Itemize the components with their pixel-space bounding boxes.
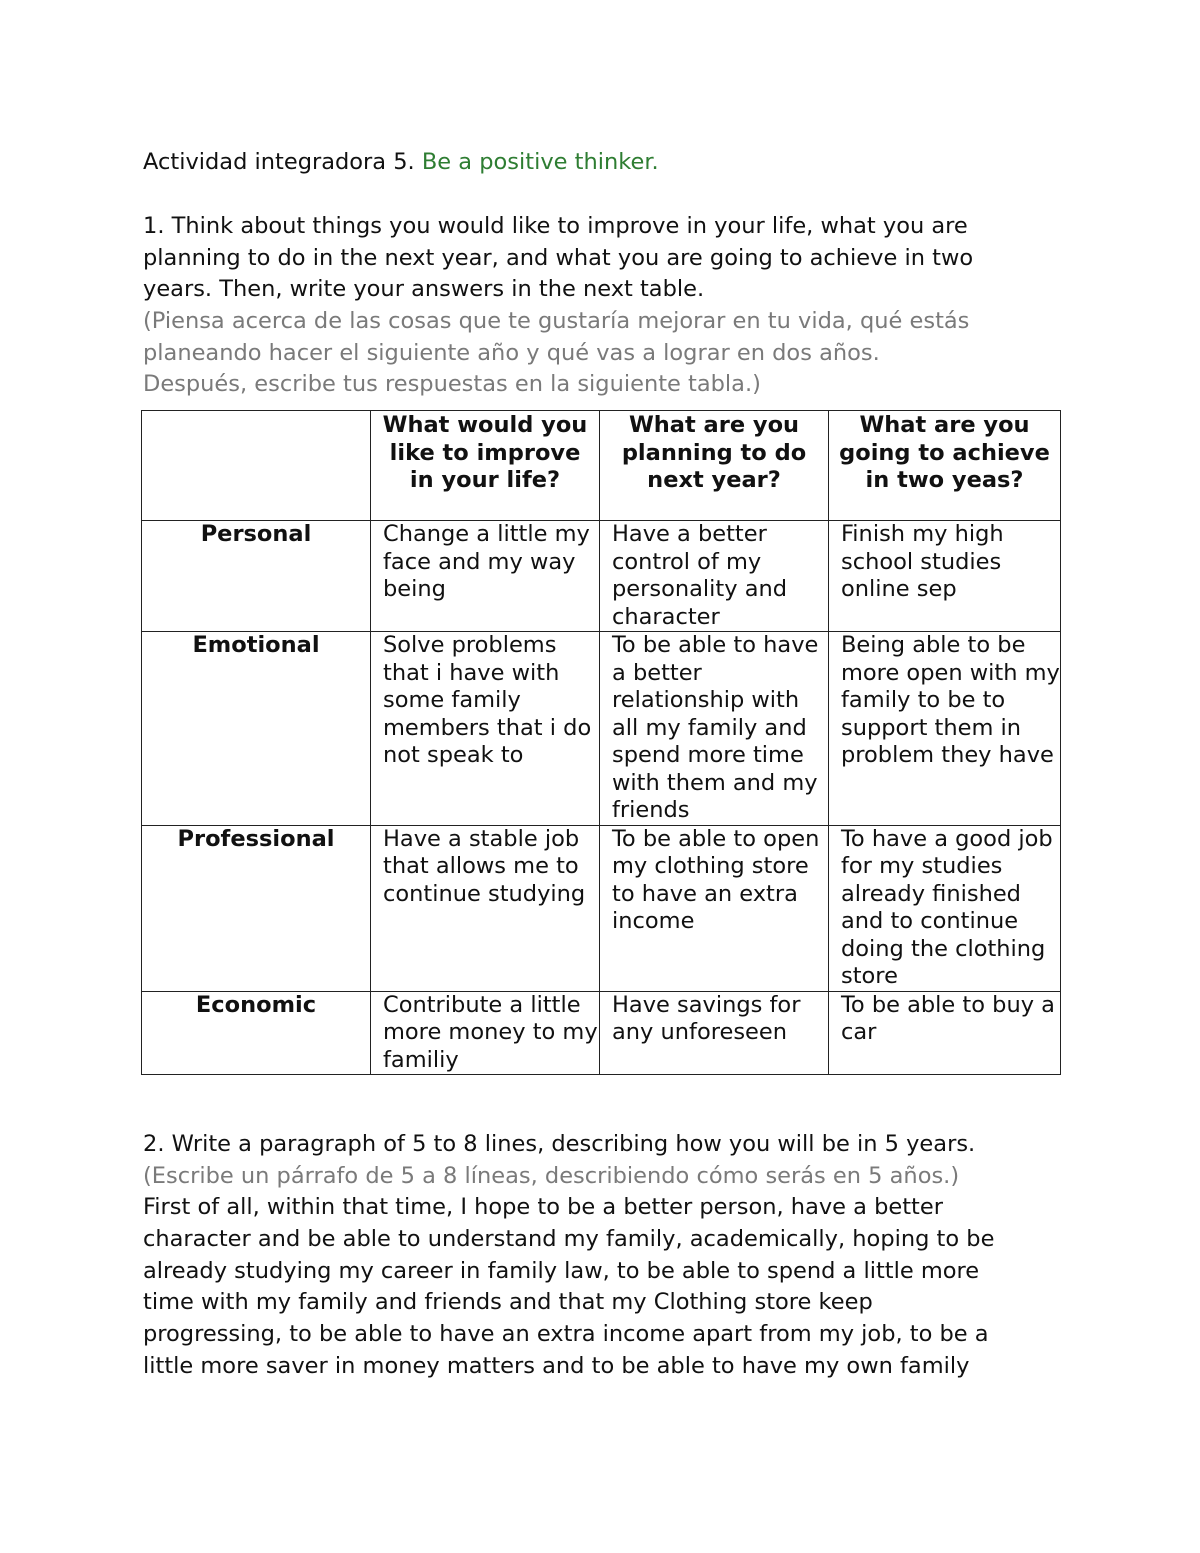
table-cell: To be able to buy a car [829,991,1061,1075]
table-cell: Solve problems that i have with some family members that i do not speak to [371,632,600,826]
table-row [142,632,1061,826]
activity-title [143,147,659,178]
goals-table [141,410,1061,1075]
column-header-empty [142,411,371,521]
title-highlight: Be a positive thinker. [421,149,659,175]
column-header-improve: What would you like to improve in your life? [371,411,600,521]
row-label-personal: Personal [142,521,371,632]
question2-translation: (Escribe un párrafo de 5 a 8 líneas, describiendo cómo serás en 5 años.) [143,1163,960,1189]
title-prefix: Actividad integradora 5. [143,149,415,175]
question1-line: planning to do in the next year, and what you are going to achieve in two [143,245,974,271]
table-cell: Being able to be more open with my family to be to support them in problem they have [829,632,1061,826]
table-cell: To be able to have a better relationship with all my family and spend more time with them and my friends [600,632,829,826]
column-header-next-year: What are you planning to do next year? [600,411,829,521]
question1-translation-line: planeando hacer el siguiente año y qué vas a lograr en dos años. [143,340,880,366]
table-cell: Have a better control of my personality and character [600,521,829,632]
row-label-economic: Economic [142,991,371,1075]
answer-line: progressing, to be able to have an extra income apart from my job, to be a [143,1321,989,1347]
column-header-two-years: What are you going to achieve in two yeas? [829,411,1061,521]
answer-line: little more saver in money matters and to be able to have my own family [143,1353,970,1379]
table-cell: Have savings for any unforeseen [600,991,829,1075]
question1-line: 1. Think about things you would like to improve in your life, what you are [143,213,968,239]
table-cell: To be able to open my clothing store to have an extra income [600,825,829,991]
table-cell: Change a little my face and my way being [371,521,600,632]
table-row [142,521,1061,632]
question1-translation-line: Después, escribe tus respuestas en la siguiente tabla.) [143,371,761,397]
answer-line: First of all, within that time, I hope to be a better person, have a better [143,1194,943,1220]
row-label-professional: Professional [142,825,371,991]
table-cell: Have a stable job that allows me to continue studying [371,825,600,991]
answer-line: time with my family and friends and that my Clothing store keep [143,1289,873,1315]
table-row [142,991,1061,1075]
table-cell: To have a good job for my studies already finished and to continue doing the clothing store [829,825,1061,991]
table-header-row [142,411,1061,521]
answer-line: already studying my career in family law, to be able to spend a little more [143,1258,980,1284]
table-cell: Contribute a little more money to my familiy [371,991,600,1075]
table-cell: Finish my high school studies online sep [829,521,1061,632]
question2-prompt: 2. Write a paragraph of 5 to 8 lines, describing how you will be in 5 years. [143,1131,976,1157]
answer-line: character and be able to understand my family, academically, hoping to be [143,1226,995,1252]
row-label-emotional: Emotional [142,632,371,826]
question1-translation-line: (Piensa acerca de las cosas que te gustaría mejorar en tu vida, qué estás [143,308,970,334]
question1-line: years. Then, write your answers in the next table. [143,276,705,302]
table-row [142,825,1061,991]
